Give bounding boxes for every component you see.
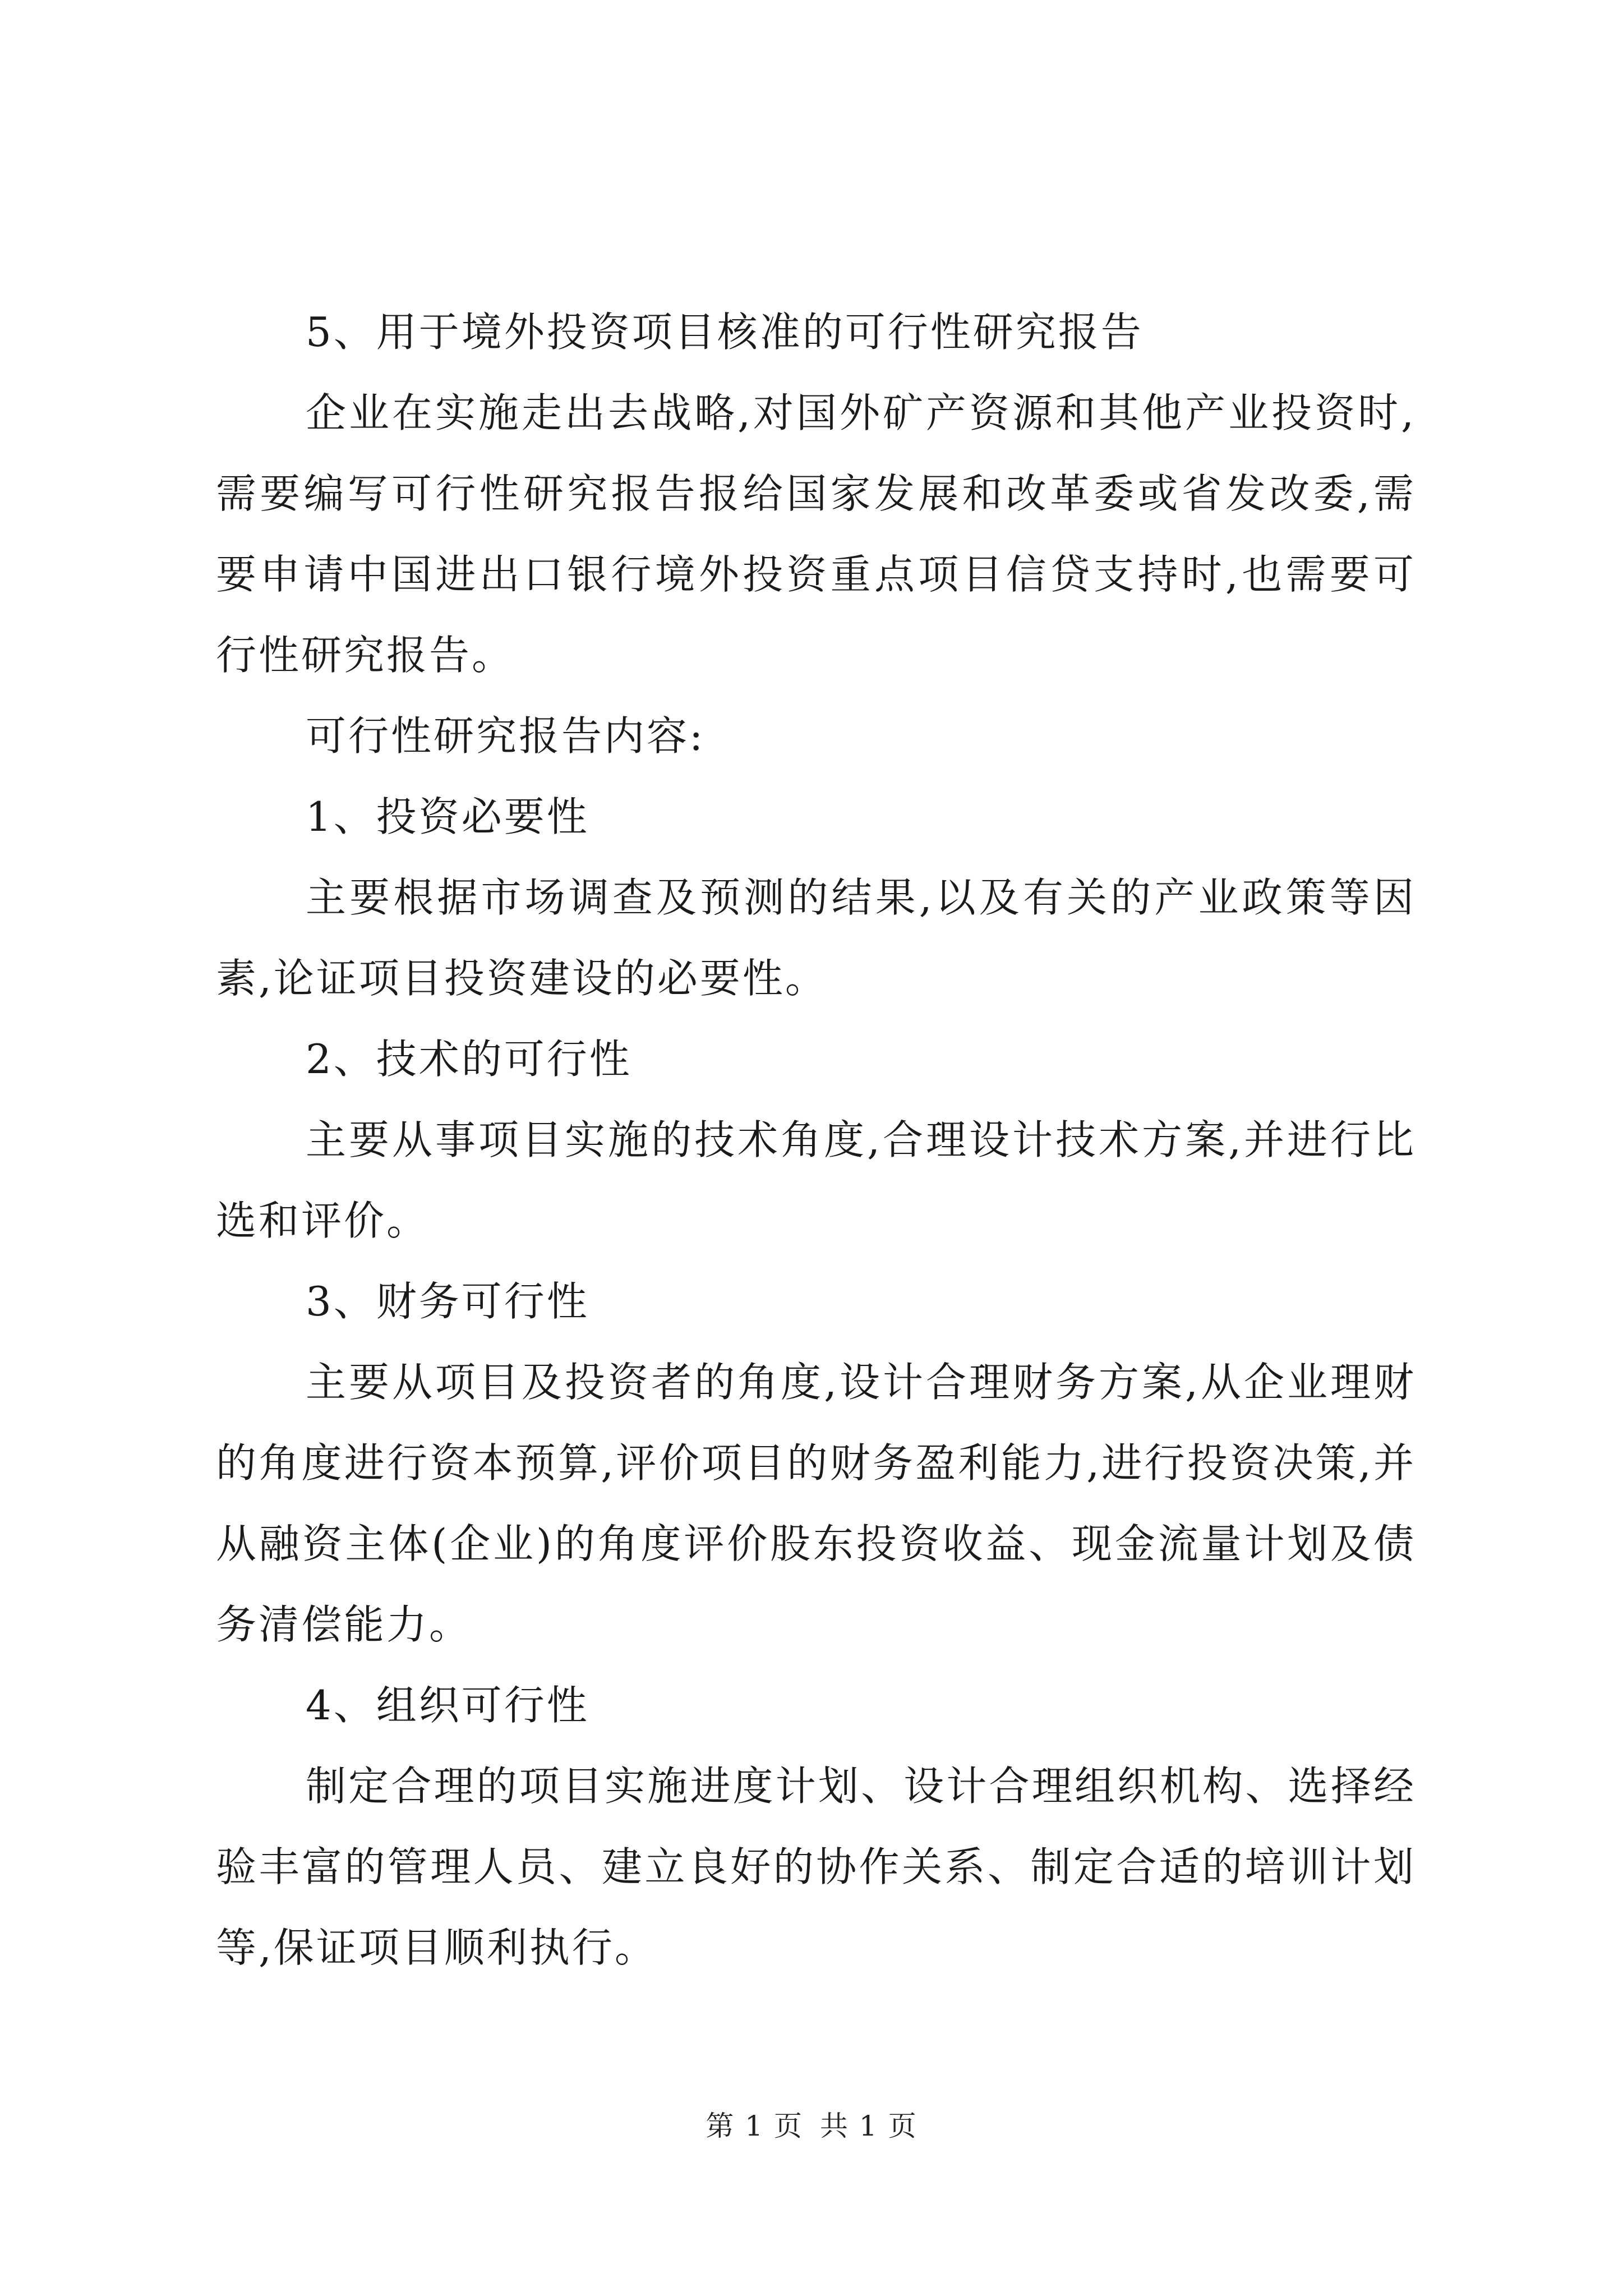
document-body <box>216 292 1416 1988</box>
page-total: 共 1 页 <box>820 2110 917 2142</box>
section-5-heading: 5、用于境外投资项目核准的可行性研究报告 <box>306 309 1144 356</box>
item-1-body: 主要根据市场调查及预测的结果,以及有关的产业政策等因素,论证项目投资建设的必要性。 <box>216 874 1416 1002</box>
item-1-heading: 1、投资必要性 <box>306 793 589 840</box>
item-4-body: 制定合理的项目实施进度计划、设计合理组织机构、选择经验丰富的管理人员、建立良好的协作关系、制定合适的培训计划等,保证项目顺利执行。 <box>216 1763 1416 1971</box>
item-4-heading: 4、组织可行性 <box>306 1682 589 1729</box>
page-footer <box>0 2106 1623 2146</box>
item-2-body: 主要从事项目实施的技术角度,合理设计技术方案,并进行比选和评价。 <box>216 1116 1416 1244</box>
page-number: 第 1 页 <box>706 2110 803 2142</box>
item-3-heading: 3、财务可行性 <box>306 1278 589 1325</box>
report-contents-heading: 可行性研究报告内容: <box>306 712 706 760</box>
item-3-body: 主要从项目及投资者的角度,设计合理财务方案,从企业理财的角度进行资本预算,评价项目的财务盈利能力,进行投资决策,并从融资主体(企业)的角度评价股东投资收益、现金流量计划及债务清偿能力。 <box>216 1359 1416 1648</box>
item-2-heading: 2、技术的可行性 <box>306 1036 632 1083</box>
paragraph-overseas-investment: 企业在实施走出去战略,对国外矿产资源和其他产业投资时,需要编写可行性研究报告报给国家发展和改革委或省发改委,需要申请中国进出口银行境外投资重点项目信贷支持时,也需要可行性研究报告。 <box>216 389 1416 679</box>
